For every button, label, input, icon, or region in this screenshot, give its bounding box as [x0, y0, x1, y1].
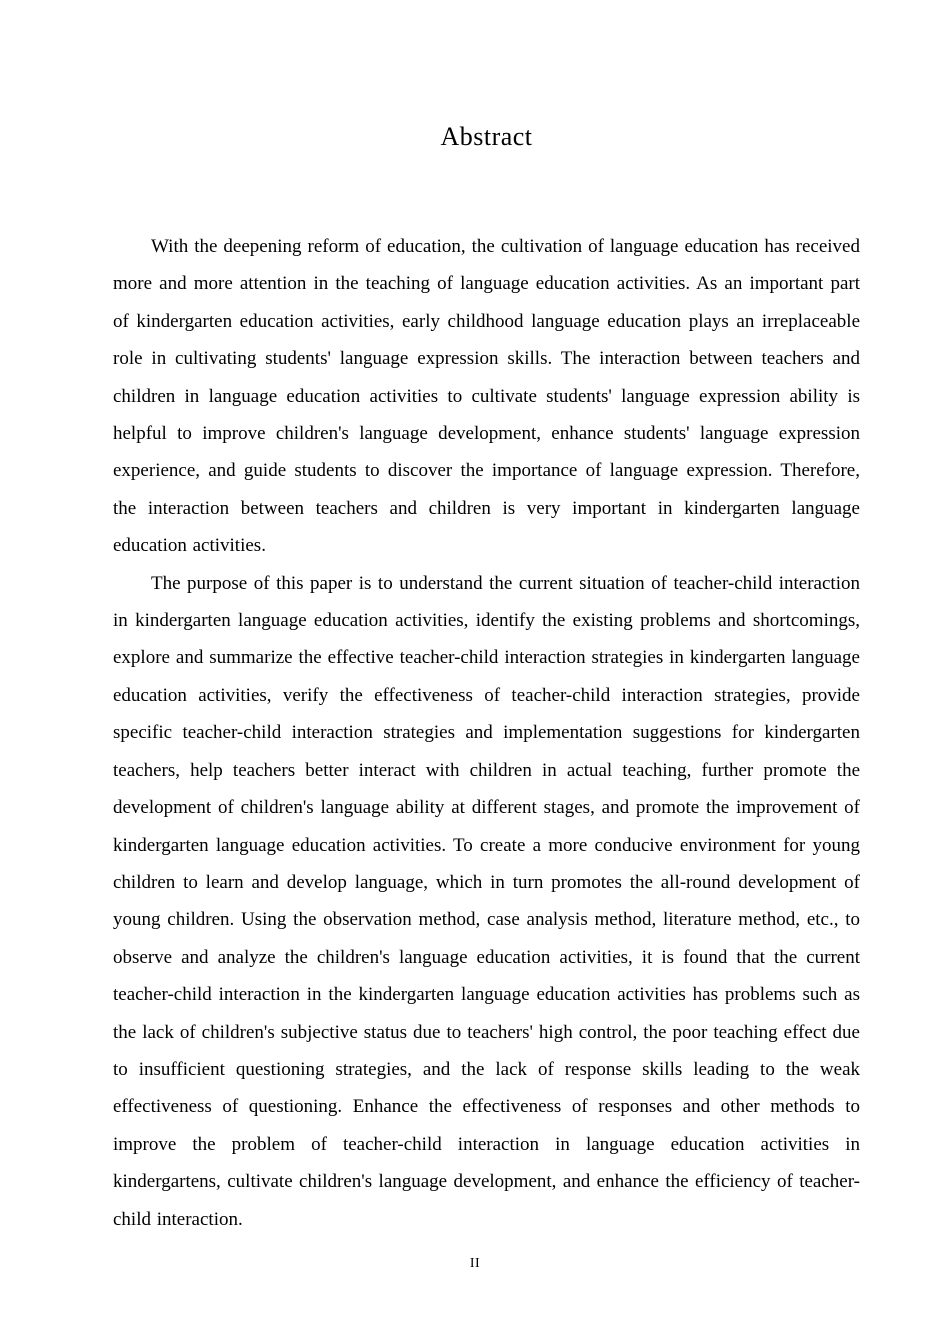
abstract-paragraph-1: With the deepening reform of education, the cultivation of language education has received more and more attention in the teaching of language education activities. As an important part of kindergarten education activities, early childhood language education plays an irreplaceable role in cultivating students' language expression skills. The interaction between teachers and children in language education activities to cultivate students' language expression ability is helpful to improve children's language development, enhance students' language expression experience, and guide students to discover the importance of language expression. Therefore, the interaction between teachers and children is very important in kindergarten language education activities.	[113, 236, 860, 557]
abstract-paragraph-2: The purpose of this paper is to understand the current situation of teacher-child interaction in kindergarten language education activities, identify the existing problems and shortcomings, explore and summarize the effective teacher-child interaction strategies in kindergarten language education activities, verify the effectiveness of teacher-child interaction strategies, provide specific teacher-child interaction strategies and implementation suggestions for kindergarten teachers, help teachers better interact with children in actual teaching, further promote the development of children's language ability at different stages, and promote the improvement of kindergarten language education activities. To create a more conducive environment for young children to learn and develop language, which in turn promotes the all-round development of young children. Using the observation method, case analysis method, literature method, etc., to observe and analyze the children's language education activities, it is found that the current teacher-child interaction in the kindergarten language education activities has problems such as the lack of children's subjective status due to teachers' high control, the poor teaching effect due to insufficient questioning strategies, and the lack of response skills leading to the weak effectiveness of questioning. Enhance the effectiveness of responses and other methods to improve the problem of teacher-child interaction in language education activities in kindergartens, cultivate children's language development, and enhance the efficiency of teacher-child interaction.	[113, 572, 860, 1230]
page-title: Abstract	[440, 122, 533, 151]
page-number: II	[469, 1256, 481, 1271]
